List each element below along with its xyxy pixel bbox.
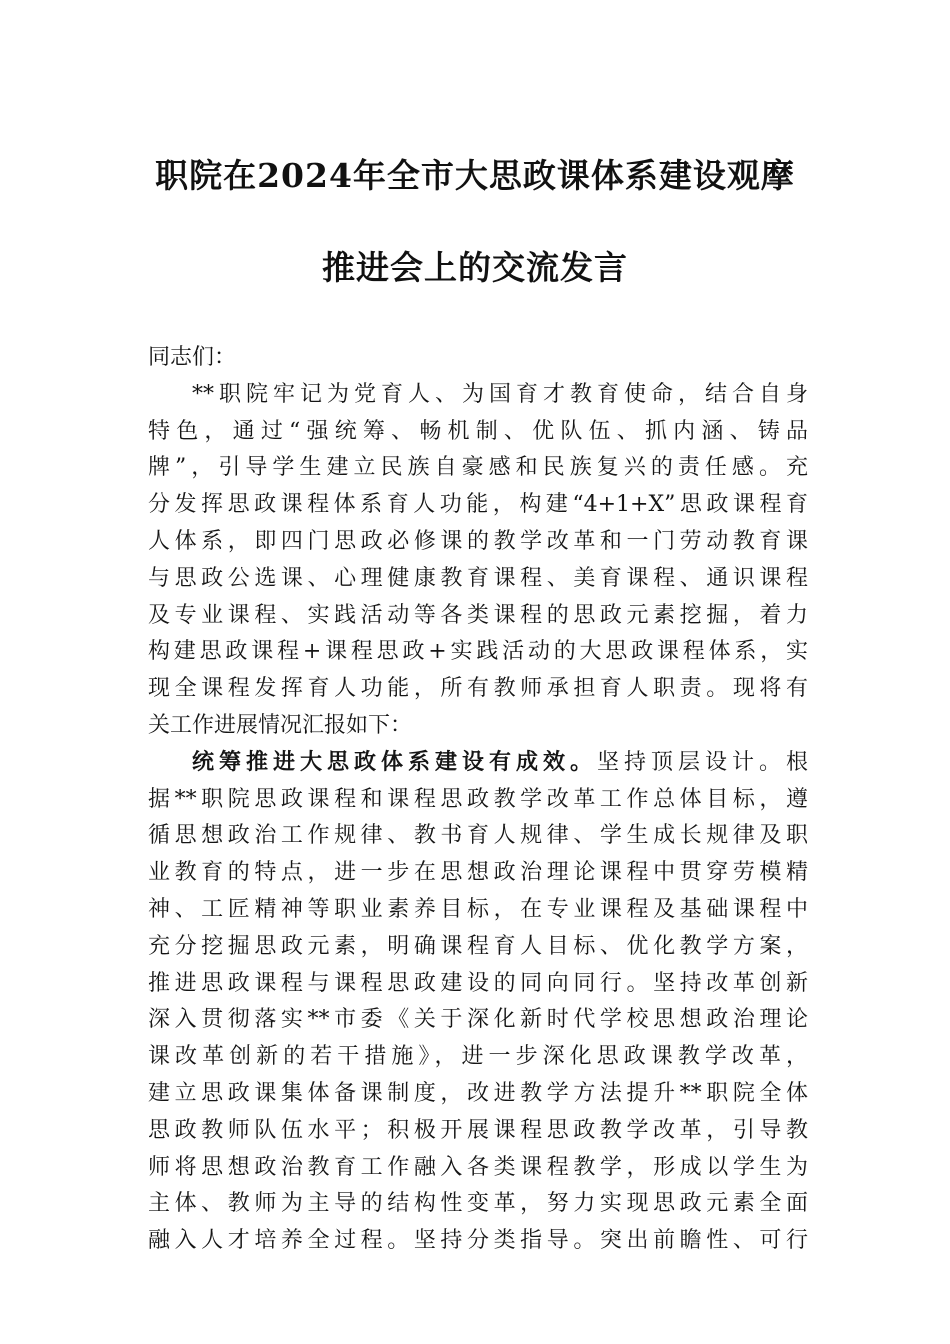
document-title-line-2: 推进会上的交流发言 [322,248,628,287]
paragraph-line: 特色，通过“强统筹、畅机制、优队伍、抓内涵、铸品 [148,418,808,444]
paragraph-line: 与思政公选课、心理健康教育课程、美育课程、通识课程 [148,565,808,591]
paragraph-line: 分发挥思政课程体系育人功能，构建“4+1+X”思政课程育 [148,492,808,518]
paragraph-line: 关工作进展情况汇报如下： [148,712,413,738]
section-heading-line [148,745,808,782]
section-heading-tail: 坚持顶层设计。根 [596,749,808,775]
paragraph-line: 人体系，即四门思政必修课的教学改革和一门劳动教育课 [148,528,808,554]
salutation: 同志们： [148,345,237,370]
paragraph-line: 融入人才培养全过程。坚持分类指导。突出前瞻性、可行 [148,1228,808,1254]
paragraph-line: 课改革创新的若干措施》，进一步深化思政课教学改革， [148,1044,808,1070]
paragraph-line: 思政教师队伍水平；积极开展课程思政教学改革，引导教 [148,1117,808,1143]
paragraph-line: 神、工匠精神等职业素养目标，在专业课程及基础课程中 [148,896,808,922]
paragraph-line: 深入贯彻落实**市委《关于深化新时代学校思想政治理论 [148,1007,808,1033]
paragraph-line: 据**职院思政课程和课程思政教学改革工作总体目标，遵 [148,786,808,812]
paragraph-line: 循思想政治工作规律、教书育人规律、学生成长规律及职 [148,823,808,849]
paragraph-line: 主体、教师为主导的结构性变革，努力实现思政元素全面 [148,1191,808,1217]
paragraph-line: 师将思想政治教育工作融入各类课程教学，形成以学生为 [148,1154,808,1180]
paragraph-line: 充分挖掘思政元素，明确课程育人目标、优化教学方案， [148,933,808,959]
paragraph-line: **职院牢记为党育人、为国育才教育使命，结合自身 [192,381,808,407]
paragraph-line: 现全课程发挥育人功能，所有教师承担育人职责。现将有 [148,676,808,702]
paragraph-line: 构建思政课程+课程思政+实践活动的大思政课程体系，实 [148,639,808,665]
paragraph-line: 牌”，引导学生建立民族自豪感和民族复兴的责任感。充 [148,455,808,481]
document-body [148,340,808,1260]
paragraph-section-1 [148,745,808,1260]
paragraph-line: 推进思政课程与课程思政建设的同向同行。坚持改革创新 [148,970,808,996]
paragraph-line: 建立思政课集体备课制度，改进教学方法提升**职院全体 [148,1080,808,1106]
paragraph-line: 及专业课程、实践活动等各类课程的思政元素挖掘，着力 [148,602,808,628]
section-heading: 统筹推进大思政体系建设有成效。 [192,749,597,775]
paragraph-intro [148,377,808,745]
paragraph-line: 业教育的特点，进一步在思想政治理论课程中贯穿劳模精 [148,860,808,886]
document-title-line-1: 职院在2024年全市大思政课体系建设观摩 [155,156,795,195]
